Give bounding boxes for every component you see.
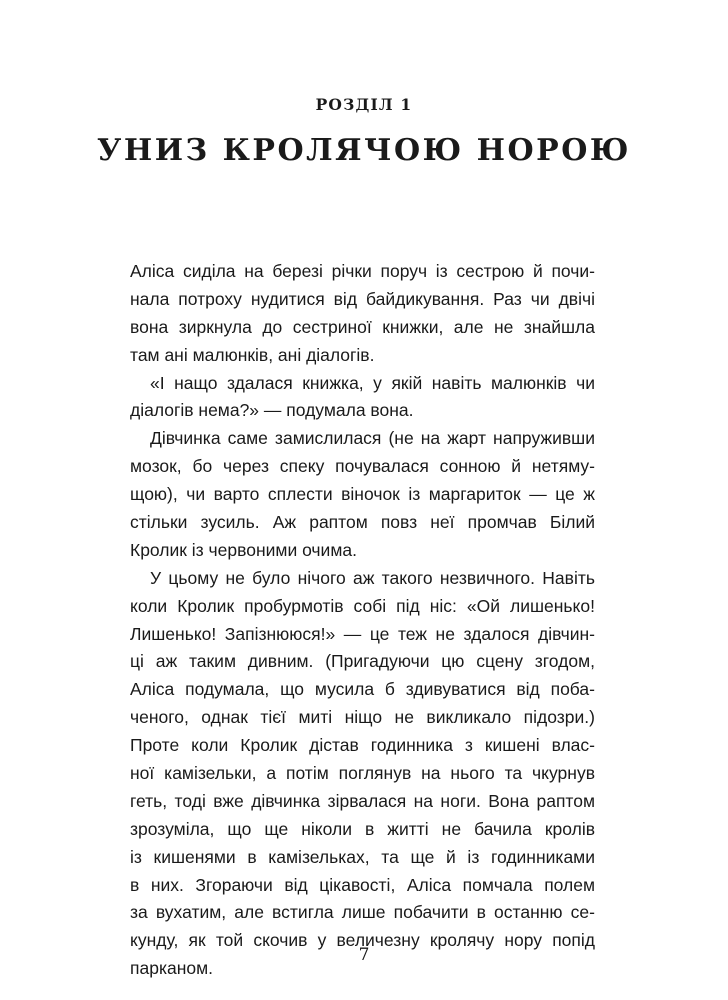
text-line: ці аж таким дивним. (Пригадуючи цю сцену згодом, xyxy=(130,651,595,672)
text-line: вона зиркнула до сестриної книжки, але не знайшла xyxy=(130,316,595,337)
text-line: «І нащо здалася книжка, у якій навіть малюнків чи xyxy=(150,372,595,393)
text-line: Аліса сиділа на березі річки поруч із сестрою й почи- xyxy=(130,261,595,281)
page-number: 7 xyxy=(358,945,370,965)
text-line: стільки зусиль. Аж раптом повз неї промчав Білий xyxy=(130,512,595,533)
text-line: там ані малюнків, ані діалогів. xyxy=(130,344,375,365)
body-text xyxy=(130,258,595,983)
text-line: Проте коли Кролик дістав годинника з кишені влас- xyxy=(130,735,595,756)
text-line: коли Кролик пробурмотів собі під ніс: «Ой лишенько! xyxy=(130,595,595,616)
chapter-title: УНИЗ КРОЛЯЧОЮ НОРОЮ xyxy=(97,133,631,168)
text-line: Аліса подумала, що мусила б здивуватися від поба- xyxy=(130,679,595,700)
text-line: Дівчинка саме замислилася (не на жарт напруживши xyxy=(150,428,595,449)
text-line: нала потроху нудитися від байдикування. Раз чи двічі xyxy=(130,288,595,309)
chapter-label: РОЗДІЛ 1 xyxy=(315,95,413,114)
text-line: зрозуміла, що ще ніколи в житті не бачила кролів xyxy=(130,818,595,839)
text-line: за вухатим, але встигла лише побачити в останню се- xyxy=(130,902,595,923)
text-line: парканом. xyxy=(130,958,214,979)
text-line: геть, тоді вже дівчинка зірвалася на ноги. Вона раптом xyxy=(130,790,595,811)
text-line: Лишенько! Запізнююся!» — це теж не здалося дівчин- xyxy=(130,623,595,644)
text-line: щою), чи варто сплести віночок із маргариток — це ж xyxy=(130,484,595,505)
text-line: із кишенями в камізельках, та ще й із годинниками xyxy=(130,846,595,867)
text-line: кунду, як той скочив у величезну кролячу нору попід xyxy=(130,930,595,951)
text-line: ної камізельки, а потім поглянув на нього та чкурнув xyxy=(130,763,595,784)
text-line: мозок, бо через спеку почувалася сонною й нетяму- xyxy=(130,456,595,477)
text-line: У цьому не було нічого аж такого незвичного. Навіть xyxy=(150,567,595,588)
text-line: в них. Згораючи від цікавості, Аліса помчала полем xyxy=(130,874,595,895)
text-line: ченого, однак тієї миті ніщо не викликало підозри.) xyxy=(130,707,595,728)
text-line: діалогів нема?» — подумала вона. xyxy=(130,400,414,421)
text-line: Кролик із червоними очима. xyxy=(130,539,357,560)
